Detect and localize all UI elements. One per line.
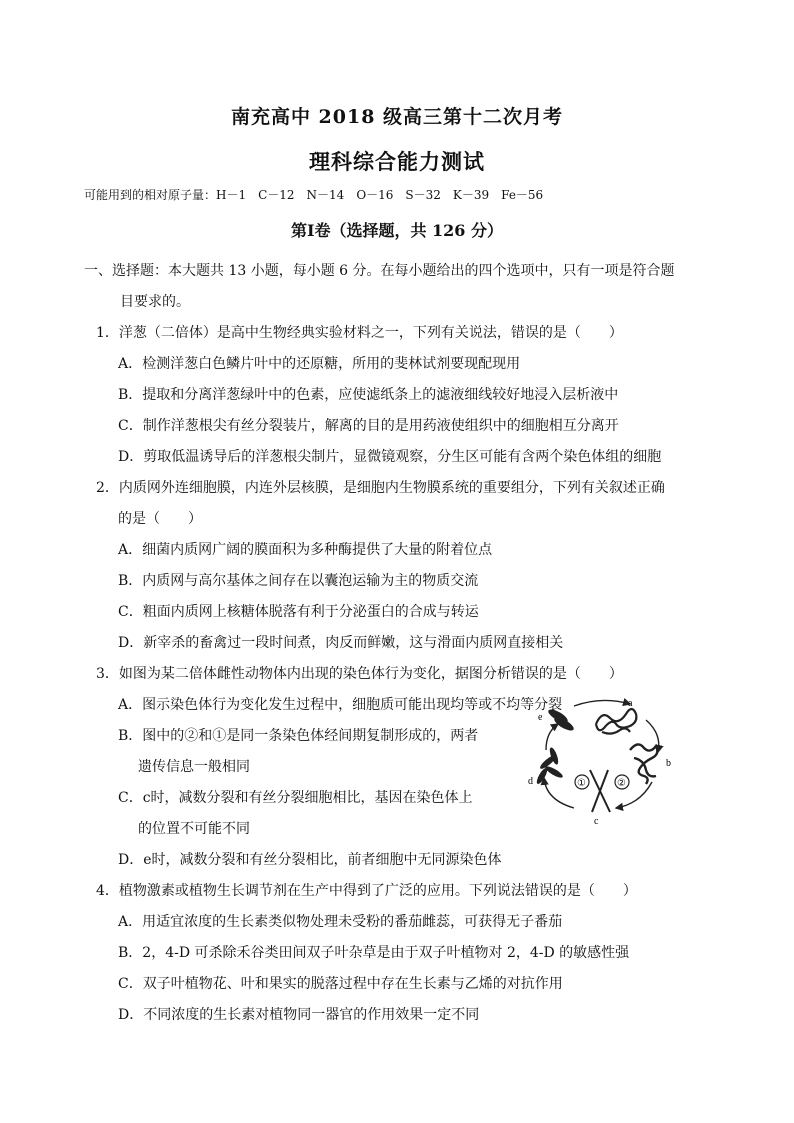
stage-c-chromosome [590,770,610,812]
question-1-option-b: B．提取和分离洋葱绿叶中的色素，应使滤纸条上的滤液细线较好地浸入层析液中 [118,387,619,403]
stage-a-chromatin [596,709,636,734]
atomic-masses-note: 可能用到的相对原子量：H－1 C－12 N－14 O－16 S－32 K－39 Fe－56 [84,188,544,202]
question-4-option-a: A．用适宜浓度的生长素类似物处理未受粉的番茄雌蕊，可获得无子番茄 [118,914,563,930]
question-2-option-b: B．内质网与高尔基体之间存在以囊泡运输为主的物质交流 [118,573,479,589]
figure-label-a: a [628,698,633,709]
question-3-option-a: A．图示染色体行为变化发生过程中，细胞质可能出现均等或不均等分裂 [118,697,563,713]
question-4-option-c: C．双子叶植物花、叶和果实的脱落过程中存在生长素与乙烯的对抗作用 [118,976,563,992]
question-3-option-b-cont: 遗传信息一般相同 [138,759,250,775]
question-2-option-d: D．新宰杀的畜禽过一段时间煮，肉反而鲜嫩，这与滑面内质网直接相关 [118,635,564,651]
section-instruction: 一、选择题：本大题共 13 小题，每小题 6 分。在每小题给出的四个选项中，只有一项是符合题 [84,263,675,279]
question-1-option-a: A．检测洋葱白色鳞片叶中的还原糖，所用的斐林试剂要现配现用 [118,356,521,372]
question-3-option-c: C．c时，减数分裂和有丝分裂细胞相比，基因在染色体上 [118,790,473,806]
figure-label-c: c [594,816,599,827]
question-4-option-b: B．2，4-D 可杀除禾谷类田间双子叶杂草是由于双子叶植物对 2，4-D 的敏感性强 [118,945,630,961]
question-2-stem: 2．内质网外连细胞膜，内连外层核膜，是细胞内生物膜系统的重要组分，下列有关叙述正确 [96,480,665,496]
exam-subtitle: 理科综合能力测试 [309,149,485,174]
cycle-arrow [546,724,558,750]
question-4-option-d: D．不同浓度的生长素对植物同一器官的作用效果一定不同 [118,1007,480,1023]
question-3-option-c-cont: 的位置不可能不同 [138,821,250,837]
question-1-option-d: D．剪取低温诱导后的洋葱根尖制片，显微镜观察，分生区可能有含两个染色体组的细胞 [118,449,662,465]
question-1-option-c: C．制作洋葱根尖有丝分裂装片，解离的目的是用药液使组织中的细胞相互分离开 [118,418,619,434]
question-2-stem-cont: 的是（ ） [118,511,202,527]
section-instruction-cont: 目要求的。 [120,294,190,310]
question-3-option-d: D．e时，减数分裂和有丝分裂相比，前者细胞中无同源染色体 [118,852,502,868]
figure-label-2: ② [617,778,626,789]
stage-e-chromosome [546,707,575,733]
cycle-arrow [544,778,574,808]
question-3-option-b: B．图中的②和①是同一条染色体经间期复制形成的，两者 [118,728,479,744]
exam-title: 南充高中 2018 级高三第十二次月考 [230,106,564,128]
question-3-stem: 3．如图为某二倍体雌性动物体内出现的染色体行为变化，据图分析错误的是（ ） [96,666,623,682]
question-2-option-a: A．细菌内质网广阔的膜面积为多种酶提供了大量的附着位点 [118,542,493,558]
stage-d-chromosome [535,747,564,786]
figure-label-e: e [538,712,543,723]
figure-label-b: b [666,758,671,769]
chromosome-cycle-figure [524,692,684,827]
cycle-arrow [574,700,630,706]
figure-label-d: d [528,776,533,787]
question-2-option-c: C．粗面内质网上核糖体脱落有利于分泌蛋白的合成与转运 [118,604,479,620]
question-1-stem: 1．洋葱（二倍体）是高中生物经典实验材料之一，下列有关说法，错误的是（ ） [96,325,623,341]
figure-label-1: ① [577,778,586,789]
question-4-stem: 4．植物激素或植物生长调节剂在生产中得到了广泛的应用。下列说法错误的是（ ） [96,883,637,899]
stage-b-chromosome [630,744,657,784]
section-title: 第Ⅰ卷（选择题，共 126 分） [290,221,504,240]
